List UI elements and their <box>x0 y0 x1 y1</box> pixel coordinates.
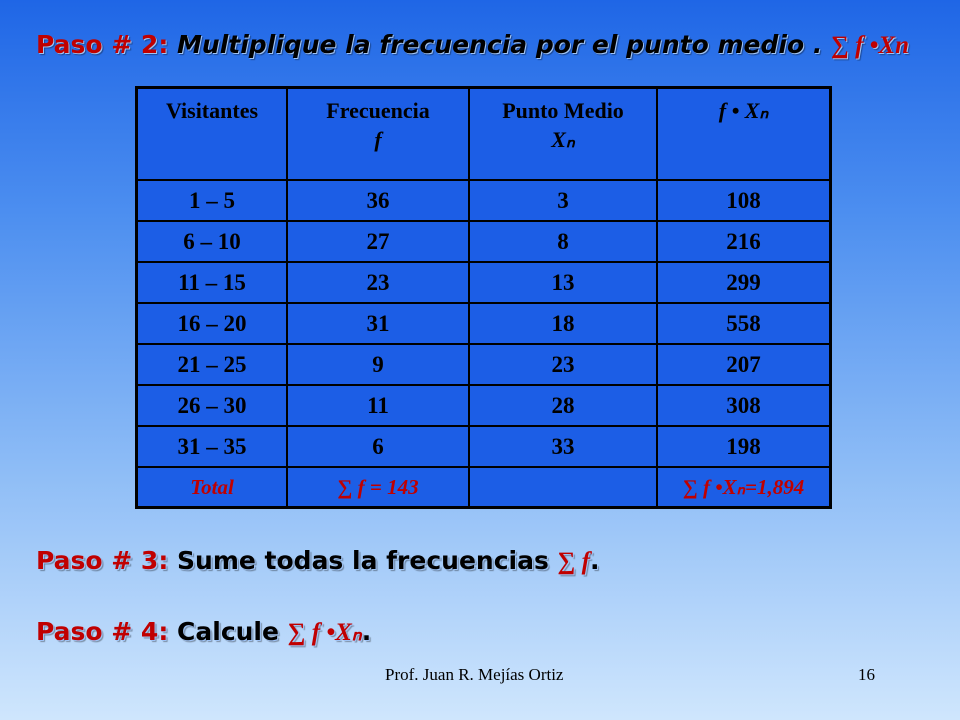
frequency-table <box>135 86 832 509</box>
step-3-label: Paso # 3: <box>36 546 169 575</box>
cell-punto-medio: 23 <box>469 344 657 385</box>
cell-range: 6 – 10 <box>137 221 288 262</box>
cell-frecuencia: 23 <box>287 262 469 303</box>
step-4-suffix: . <box>361 617 372 646</box>
cell-punto-medio: 13 <box>469 262 657 303</box>
cell-frecuencia: 31 <box>287 303 469 344</box>
cell-range: 26 – 30 <box>137 385 288 426</box>
cell-frecuencia: 6 <box>287 426 469 467</box>
total-sum-fx: ∑ f •Xₙ=1,894 <box>657 467 831 508</box>
step-2-heading <box>36 30 909 60</box>
table-row <box>137 303 831 344</box>
cell-range: 16 – 20 <box>137 303 288 344</box>
step-3-description: Sume todas la frecuencias <box>168 546 558 575</box>
step-2-label: Paso # 2 <box>36 30 159 59</box>
table-total-row <box>137 467 831 508</box>
table-row <box>137 180 831 221</box>
cell-producto: 308 <box>657 385 831 426</box>
cell-punto-medio: 3 <box>469 180 657 221</box>
step-3-heading <box>36 546 599 576</box>
cell-producto: 558 <box>657 303 831 344</box>
step-3-formula: ∑ f <box>557 548 590 575</box>
table-row <box>137 221 831 262</box>
cell-producto: 108 <box>657 180 831 221</box>
table-row <box>137 344 831 385</box>
cell-range: 11 – 15 <box>137 262 288 303</box>
step-3-suffix: . <box>589 546 600 575</box>
total-sum-f: ∑ f = 143 <box>287 467 469 508</box>
step-4-label: Paso # 4: <box>36 617 169 646</box>
cell-range: 31 – 35 <box>137 426 288 467</box>
cell-frecuencia: 9 <box>287 344 469 385</box>
cell-producto: 207 <box>657 344 831 385</box>
header-frecuencia: Frecuencia f <box>287 88 469 181</box>
step-2-description: Multiplique la frecuencia por el punto medio . <box>177 30 832 59</box>
cell-punto-medio: 28 <box>469 385 657 426</box>
step-4-formula: ∑ f •Xₙ <box>287 619 362 646</box>
header-punto-medio-symbol: Xₙ <box>551 126 575 152</box>
table-row <box>137 426 831 467</box>
header-producto: f • Xₙ <box>657 88 831 181</box>
footer-page-number: 16 <box>858 665 875 684</box>
table-row <box>137 385 831 426</box>
header-punto-medio: Punto Medio Xₙ <box>469 88 657 181</box>
step-2-formula: ∑ f •Xn <box>831 32 910 59</box>
total-label: Total <box>137 467 288 508</box>
cell-producto: 299 <box>657 262 831 303</box>
cell-producto: 198 <box>657 426 831 467</box>
header-frecuencia-symbol: f <box>374 126 382 152</box>
table-header-row <box>137 88 831 181</box>
header-visitantes: Visitantes <box>137 88 288 181</box>
total-empty-cell <box>469 467 657 508</box>
cell-range: 21 – 25 <box>137 344 288 385</box>
cell-producto: 216 <box>657 221 831 262</box>
cell-frecuencia: 36 <box>287 180 469 221</box>
cell-range: 1 – 5 <box>137 180 288 221</box>
step-2-colon: : <box>158 30 178 59</box>
footer-author: Prof. Juan R. Mejías Ortiz <box>385 665 564 684</box>
cell-frecuencia: 11 <box>287 385 469 426</box>
step-4-description: Calcule <box>168 617 288 646</box>
step-4-heading <box>36 617 371 647</box>
cell-punto-medio: 18 <box>469 303 657 344</box>
cell-punto-medio: 8 <box>469 221 657 262</box>
table-row <box>137 262 831 303</box>
cell-frecuencia: 27 <box>287 221 469 262</box>
cell-punto-medio: 33 <box>469 426 657 467</box>
